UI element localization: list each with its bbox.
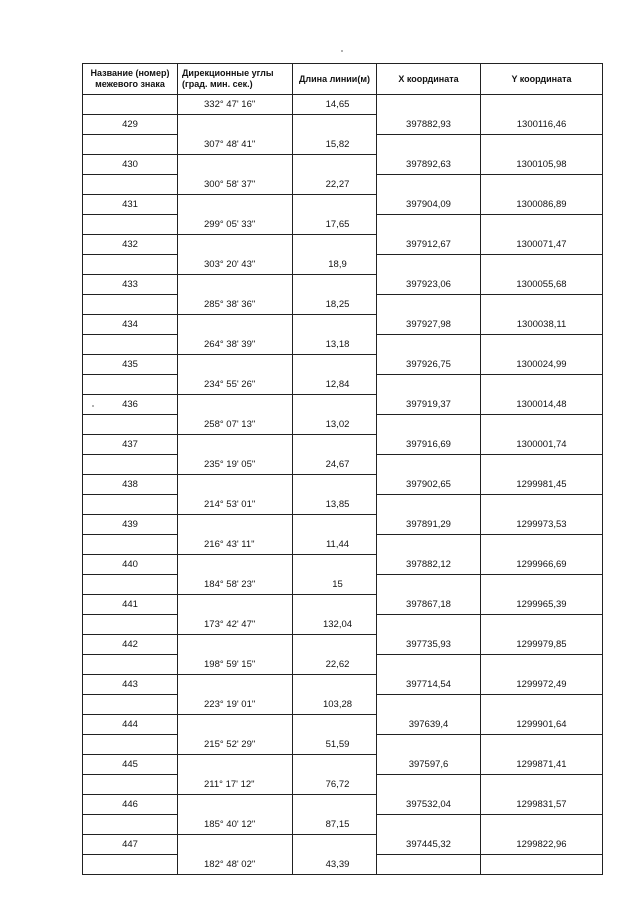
marker-name-cell: 430 xyxy=(83,155,178,175)
direction-angle-cell: 307° 48' 41" xyxy=(178,135,293,155)
line-length-cell xyxy=(293,155,377,175)
segment-row xyxy=(83,535,603,555)
y-coordinate-cell xyxy=(481,135,603,155)
line-length-cell xyxy=(293,315,377,335)
direction-angle-cell xyxy=(178,195,293,215)
x-coordinate-cell: 397902,65 xyxy=(377,475,481,495)
marker-name-cell xyxy=(83,255,178,275)
direction-angle-cell: 264° 38' 39" xyxy=(178,335,293,355)
marker-row xyxy=(83,715,603,735)
direction-angle-cell xyxy=(178,715,293,735)
marker-row xyxy=(83,835,603,855)
y-coordinate-cell xyxy=(481,655,603,675)
marker-name-cell: 440 xyxy=(83,555,178,575)
y-coordinate-cell: 1299972,49 xyxy=(481,675,603,695)
header-marker-name: Название (номер) межевого знака xyxy=(83,64,178,95)
y-coordinate-cell xyxy=(481,375,603,395)
x-coordinate-cell: 397714,54 xyxy=(377,675,481,695)
y-coordinate-cell xyxy=(481,255,603,275)
line-length-cell: 51,59 xyxy=(293,735,377,755)
line-length-cell: 13,18 xyxy=(293,335,377,355)
marker-name-cell: 432 xyxy=(83,235,178,255)
x-coordinate-cell xyxy=(377,455,481,475)
marker-row xyxy=(83,515,603,535)
scan-speck xyxy=(92,405,94,407)
segment-row xyxy=(83,135,603,155)
x-coordinate-cell xyxy=(377,375,481,395)
boundary-markers-sheet xyxy=(82,63,602,875)
segment-row xyxy=(83,255,603,275)
segment-row xyxy=(83,575,603,595)
line-length-cell: 11,44 xyxy=(293,535,377,555)
y-coordinate-cell: 1299871,41 xyxy=(481,755,603,775)
header-y-coordinate: Y координата xyxy=(481,64,603,95)
y-coordinate-cell xyxy=(481,95,603,115)
marker-name-cell: 429 xyxy=(83,115,178,135)
y-coordinate-cell xyxy=(481,775,603,795)
marker-name-cell xyxy=(83,415,178,435)
x-coordinate-cell xyxy=(377,855,481,875)
marker-name-cell: 442 xyxy=(83,635,178,655)
x-coordinate-cell xyxy=(377,495,481,515)
line-length-cell: 76,72 xyxy=(293,775,377,795)
y-coordinate-cell xyxy=(481,855,603,875)
direction-angle-cell xyxy=(178,355,293,375)
direction-angle-cell: 211° 17' 12" xyxy=(178,775,293,795)
marker-row xyxy=(83,355,603,375)
x-coordinate-cell: 397927,98 xyxy=(377,315,481,335)
y-coordinate-cell: 1300086,89 xyxy=(481,195,603,215)
marker-name-cell xyxy=(83,815,178,835)
marker-row xyxy=(83,315,603,335)
marker-name-cell: 444 xyxy=(83,715,178,735)
marker-name-cell xyxy=(83,575,178,595)
y-coordinate-cell xyxy=(481,815,603,835)
direction-angle-cell: 223° 19' 01" xyxy=(178,695,293,715)
direction-angle-cell: 214° 53' 01" xyxy=(178,495,293,515)
line-length-cell: 15,82 xyxy=(293,135,377,155)
x-coordinate-cell: 397445,32 xyxy=(377,835,481,855)
y-coordinate-cell: 1299981,45 xyxy=(481,475,603,495)
segment-row xyxy=(83,775,603,795)
marker-name-cell: 439 xyxy=(83,515,178,535)
y-coordinate-cell xyxy=(481,215,603,235)
direction-angle-cell: 332° 47' 16" xyxy=(178,95,293,115)
y-coordinate-cell: 1299822,96 xyxy=(481,835,603,855)
line-length-cell xyxy=(293,835,377,855)
segment-row xyxy=(83,695,603,715)
marker-row xyxy=(83,275,603,295)
marker-name-cell xyxy=(83,375,178,395)
x-coordinate-cell: 397882,12 xyxy=(377,555,481,575)
x-coordinate-cell: 397597,6 xyxy=(377,755,481,775)
marker-name-cell xyxy=(83,95,178,115)
boundary-markers-table xyxy=(82,63,603,875)
line-length-cell xyxy=(293,755,377,775)
direction-angle-cell: 215° 52' 29" xyxy=(178,735,293,755)
x-coordinate-cell xyxy=(377,535,481,555)
marker-name-cell xyxy=(83,295,178,315)
y-coordinate-cell xyxy=(481,295,603,315)
marker-name-cell: 443 xyxy=(83,675,178,695)
segment-row xyxy=(83,455,603,475)
direction-angle-cell xyxy=(178,395,293,415)
marker-name-cell xyxy=(83,655,178,675)
table-body xyxy=(83,95,603,875)
y-coordinate-cell: 1300116,46 xyxy=(481,115,603,135)
direction-angle-cell: 235° 19' 05" xyxy=(178,455,293,475)
marker-name-cell xyxy=(83,175,178,195)
line-length-cell: 103,28 xyxy=(293,695,377,715)
marker-row xyxy=(83,475,603,495)
marker-name-cell xyxy=(83,215,178,235)
x-coordinate-cell xyxy=(377,615,481,635)
marker-name-cell xyxy=(83,455,178,475)
x-coordinate-cell: 397926,75 xyxy=(377,355,481,375)
segment-row xyxy=(83,335,603,355)
direction-angle-cell: 216° 43' 11" xyxy=(178,535,293,555)
x-coordinate-cell xyxy=(377,295,481,315)
segment-row xyxy=(83,855,603,875)
direction-angle-cell xyxy=(178,595,293,615)
segment-row xyxy=(83,815,603,835)
line-length-cell: 24,67 xyxy=(293,455,377,475)
marker-name-cell xyxy=(83,855,178,875)
line-length-cell xyxy=(293,435,377,455)
direction-angle-cell xyxy=(178,275,293,295)
y-coordinate-cell xyxy=(481,175,603,195)
direction-angle-cell: 173° 42' 47" xyxy=(178,615,293,635)
marker-row xyxy=(83,555,603,575)
marker-row xyxy=(83,635,603,655)
segment-row xyxy=(83,735,603,755)
marker-name-cell: 435 xyxy=(83,355,178,375)
direction-angle-cell: 300° 58' 37" xyxy=(178,175,293,195)
direction-angle-cell xyxy=(178,515,293,535)
x-coordinate-cell xyxy=(377,335,481,355)
line-length-cell xyxy=(293,595,377,615)
marker-row xyxy=(83,235,603,255)
x-coordinate-cell xyxy=(377,255,481,275)
line-length-cell xyxy=(293,195,377,215)
segment-row xyxy=(83,655,603,675)
x-coordinate-cell: 397904,09 xyxy=(377,195,481,215)
line-length-cell xyxy=(293,355,377,375)
marker-row xyxy=(83,675,603,695)
y-coordinate-cell xyxy=(481,695,603,715)
direction-angle-cell: 258° 07' 13" xyxy=(178,415,293,435)
segment-row xyxy=(83,295,603,315)
direction-angle-cell: 185° 40' 12" xyxy=(178,815,293,835)
marker-name-cell: 438 xyxy=(83,475,178,495)
line-length-cell xyxy=(293,715,377,735)
direction-angle-cell: 182° 48' 02" xyxy=(178,855,293,875)
y-coordinate-cell: 1300024,99 xyxy=(481,355,603,375)
direction-angle-cell: 184° 58' 23" xyxy=(178,575,293,595)
line-length-cell xyxy=(293,115,377,135)
marker-row xyxy=(83,195,603,215)
direction-angle-cell xyxy=(178,835,293,855)
line-length-cell: 43,39 xyxy=(293,855,377,875)
line-length-cell: 14,65 xyxy=(293,95,377,115)
x-coordinate-cell xyxy=(377,735,481,755)
x-coordinate-cell: 397735,93 xyxy=(377,635,481,655)
x-coordinate-cell xyxy=(377,655,481,675)
x-coordinate-cell xyxy=(377,815,481,835)
y-coordinate-cell: 1299979,85 xyxy=(481,635,603,655)
x-coordinate-cell xyxy=(377,575,481,595)
y-coordinate-cell: 1299965,39 xyxy=(481,595,603,615)
direction-angle-cell xyxy=(178,635,293,655)
header-x-coordinate: X координата xyxy=(377,64,481,95)
marker-name-cell: 433 xyxy=(83,275,178,295)
x-coordinate-cell xyxy=(377,175,481,195)
line-length-cell: 17,65 xyxy=(293,215,377,235)
y-coordinate-cell xyxy=(481,455,603,475)
segment-row xyxy=(83,495,603,515)
x-coordinate-cell xyxy=(377,135,481,155)
direction-angle-cell xyxy=(178,795,293,815)
direction-angle-cell xyxy=(178,675,293,695)
line-length-cell xyxy=(293,515,377,535)
line-length-cell xyxy=(293,395,377,415)
x-coordinate-cell xyxy=(377,775,481,795)
header-direction-angle: Дирекционные углы (град. мин. сек.) xyxy=(178,64,293,95)
direction-angle-cell xyxy=(178,435,293,455)
marker-row xyxy=(83,155,603,175)
header-line-length: Длина линии(м) xyxy=(293,64,377,95)
marker-row xyxy=(83,755,603,775)
marker-name-cell: 447 xyxy=(83,835,178,855)
direction-angle-cell xyxy=(178,755,293,775)
x-coordinate-cell: 397882,93 xyxy=(377,115,481,135)
y-coordinate-cell: 1300038,11 xyxy=(481,315,603,335)
y-coordinate-cell xyxy=(481,335,603,355)
marker-name-cell xyxy=(83,615,178,635)
y-coordinate-cell: 1300105,98 xyxy=(481,155,603,175)
line-length-cell xyxy=(293,675,377,695)
y-coordinate-cell: 1300071,47 xyxy=(481,235,603,255)
y-coordinate-cell xyxy=(481,495,603,515)
marker-name-cell: 437 xyxy=(83,435,178,455)
line-length-cell xyxy=(293,795,377,815)
x-coordinate-cell: 397892,63 xyxy=(377,155,481,175)
line-length-cell: 22,62 xyxy=(293,655,377,675)
y-coordinate-cell xyxy=(481,535,603,555)
y-coordinate-cell: 1299901,64 xyxy=(481,715,603,735)
x-coordinate-cell: 397919,37 xyxy=(377,395,481,415)
line-length-cell: 18,9 xyxy=(293,255,377,275)
x-coordinate-cell xyxy=(377,415,481,435)
direction-angle-cell xyxy=(178,475,293,495)
segment-row xyxy=(83,175,603,195)
segment-row xyxy=(83,95,603,115)
line-length-cell xyxy=(293,275,377,295)
direction-angle-cell xyxy=(178,115,293,135)
y-coordinate-cell xyxy=(481,735,603,755)
line-length-cell: 13,85 xyxy=(293,495,377,515)
y-coordinate-cell: 1299966,69 xyxy=(481,555,603,575)
y-coordinate-cell: 1300014,48 xyxy=(481,395,603,415)
line-length-cell: 15 xyxy=(293,575,377,595)
direction-angle-cell: 303° 20' 43" xyxy=(178,255,293,275)
marker-name-cell: 445 xyxy=(83,755,178,775)
direction-angle-cell: 198° 59' 15" xyxy=(178,655,293,675)
direction-angle-cell xyxy=(178,555,293,575)
x-coordinate-cell: 397912,67 xyxy=(377,235,481,255)
marker-row xyxy=(83,595,603,615)
marker-name-cell: 436 xyxy=(83,395,178,415)
marker-name-cell xyxy=(83,775,178,795)
direction-angle-cell: 285° 38' 36" xyxy=(178,295,293,315)
marker-name-cell: 434 xyxy=(83,315,178,335)
segment-row xyxy=(83,415,603,435)
y-coordinate-cell xyxy=(481,615,603,635)
line-length-cell: 22,27 xyxy=(293,175,377,195)
y-coordinate-cell: 1299831,57 xyxy=(481,795,603,815)
line-length-cell: 18,25 xyxy=(293,295,377,315)
line-length-cell xyxy=(293,475,377,495)
line-length-cell xyxy=(293,235,377,255)
line-length-cell xyxy=(293,555,377,575)
segment-row xyxy=(83,615,603,635)
marker-name-cell xyxy=(83,695,178,715)
direction-angle-cell xyxy=(178,235,293,255)
marker-row xyxy=(83,435,603,455)
y-coordinate-cell xyxy=(481,575,603,595)
line-length-cell: 13,02 xyxy=(293,415,377,435)
line-length-cell: 12,84 xyxy=(293,375,377,395)
x-coordinate-cell xyxy=(377,95,481,115)
table-header-row xyxy=(83,64,603,95)
y-coordinate-cell: 1300055,68 xyxy=(481,275,603,295)
marker-name-cell xyxy=(83,135,178,155)
line-length-cell: 132,04 xyxy=(293,615,377,635)
direction-angle-cell: 234° 55' 26" xyxy=(178,375,293,395)
x-coordinate-cell xyxy=(377,695,481,715)
line-length-cell: 87,15 xyxy=(293,815,377,835)
marker-row xyxy=(83,115,603,135)
marker-name-cell xyxy=(83,495,178,515)
x-coordinate-cell: 397867,18 xyxy=(377,595,481,615)
segment-row xyxy=(83,215,603,235)
x-coordinate-cell: 397532,04 xyxy=(377,795,481,815)
marker-name-cell: 441 xyxy=(83,595,178,615)
marker-row xyxy=(83,795,603,815)
direction-angle-cell xyxy=(178,315,293,335)
segment-row xyxy=(83,375,603,395)
marker-row xyxy=(83,395,603,415)
marker-name-cell xyxy=(83,535,178,555)
y-coordinate-cell: 1299973,53 xyxy=(481,515,603,535)
line-length-cell xyxy=(293,635,377,655)
marker-name-cell xyxy=(83,735,178,755)
direction-angle-cell xyxy=(178,155,293,175)
marker-name-cell: 431 xyxy=(83,195,178,215)
x-coordinate-cell: 397916,69 xyxy=(377,435,481,455)
direction-angle-cell: 299° 05' 33" xyxy=(178,215,293,235)
x-coordinate-cell: 397891,29 xyxy=(377,515,481,535)
y-coordinate-cell xyxy=(481,415,603,435)
x-coordinate-cell: 397639,4 xyxy=(377,715,481,735)
marker-name-cell: 446 xyxy=(83,795,178,815)
scan-speck xyxy=(341,50,343,52)
x-coordinate-cell: 397923,06 xyxy=(377,275,481,295)
x-coordinate-cell xyxy=(377,215,481,235)
y-coordinate-cell: 1300001,74 xyxy=(481,435,603,455)
marker-name-cell xyxy=(83,335,178,355)
